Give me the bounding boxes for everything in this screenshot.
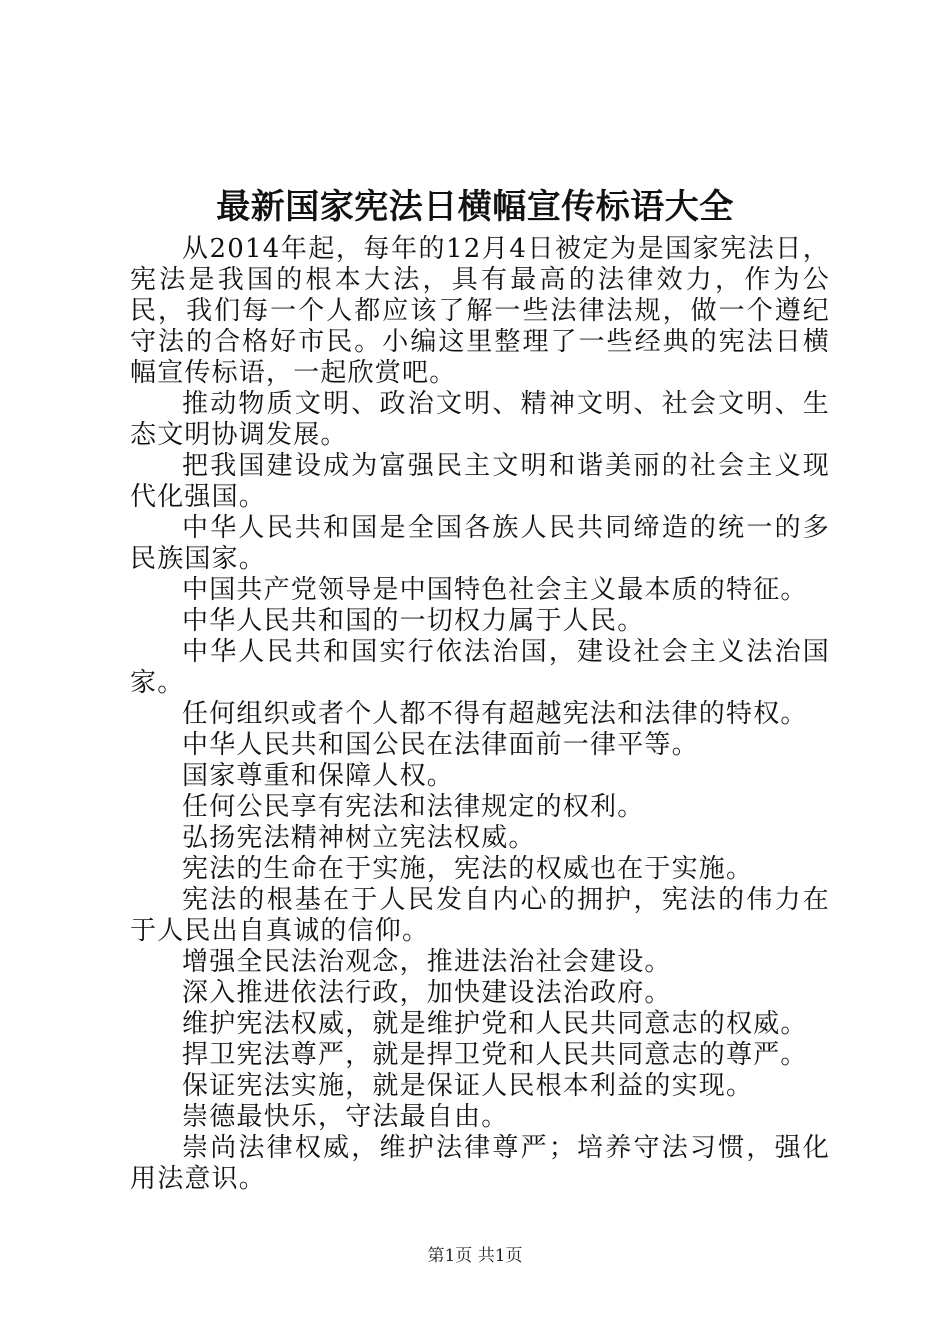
slogan-paragraph: 中华人民共和国公民在法律面前一律平等。 [182,730,699,760]
slogan-paragraph: 任何公民享有宪法和法律规定的权利。 [182,792,645,822]
slogan-paragraph: 推动物质文明、政治文明、精神文明、社会文明、生态文明协调发展。 [130,389,830,450]
slogan-paragraph: 中华人民共和国的一切权力属于人民。 [182,606,645,636]
slogan-paragraph: 宪法的生命在于实施，宪法的权威也在于实施。 [182,854,754,884]
paragraph-intro: 从2014年起，每年的12月4日被定为是国家宪法日，宪法是我国的根本大法，具有最高的法律效力，作为公民，我们每一个人都应该了解一些法律法规，做一个遵纪守法的合格好市民。小编这里整理了一些经典的宪法日横幅宣传标语，一起欣赏吧。 [130,234,830,388]
slogan-paragraph: 增强全民法治观念，推进法治社会建设。 [182,947,672,977]
slogan-paragraph: 维护宪法权威，就是维护党和人民共同意志的权威。 [182,1009,808,1039]
slogan-paragraph: 保证宪法实施，就是保证人民根本利益的实现。 [182,1071,754,1101]
document-body [130,234,830,1195]
slogan-paragraph: 把我国建设成为富强民主文明和谐美丽的社会主义现代化强国。 [130,451,830,512]
document-title: 最新国家宪法日横幅宣传标语大全 [216,187,734,227]
slogan-paragraph: 宪法的根基在于人民发自内心的拥护，宪法的伟力在于人民出自真诚的信仰。 [130,885,830,946]
slogan-paragraph: 崇尚法律权威，维护法律尊严；培养守法习惯，强化用法意识。 [130,1133,830,1194]
page-footer: 第1页 共1页 [427,1246,523,1266]
slogan-paragraph: 中华人民共和国是全国各族人民共同缔造的统一的多民族国家。 [130,513,830,574]
slogan-paragraph: 国家尊重和保障人权。 [182,761,455,791]
slogan-paragraph: 中国共产党领导是中国特色社会主义最本质的特征。 [182,575,808,605]
slogan-paragraph: 弘扬宪法精神树立宪法权威。 [182,823,536,853]
slogan-paragraph: 崇德最快乐，守法最自由。 [182,1102,509,1132]
slogan-paragraph: 中华人民共和国实行依法治国，建设社会主义法治国家。 [130,637,830,698]
slogan-paragraph: 捍卫宪法尊严，就是捍卫党和人民共同意志的尊严。 [182,1040,808,1070]
slogan-paragraph: 任何组织或者个人都不得有超越宪法和法律的特权。 [182,699,808,729]
slogan-paragraph: 深入推进依法行政，加快建设法治政府。 [182,978,672,1008]
